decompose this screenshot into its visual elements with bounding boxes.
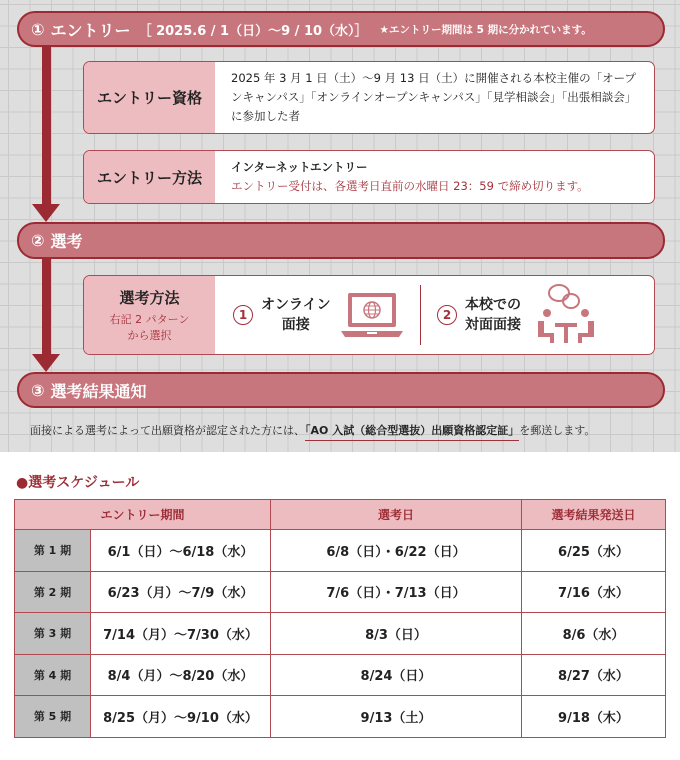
result-date-cell: 9/18（木） <box>522 696 666 738</box>
flow-line <box>42 256 51 356</box>
result-date-cell: 8/27（水） <box>522 654 666 696</box>
exam-date-cell: 8/24（日） <box>271 654 522 696</box>
laptop-globe-icon <box>341 291 403 339</box>
selection-sub: 右記 2 パターン <box>109 313 190 326</box>
step2-bar <box>17 222 665 259</box>
table-row <box>15 696 666 738</box>
notice-after: を郵送します。 <box>519 424 596 437</box>
option-number: 1 <box>233 305 253 325</box>
period-cell: 第 4 期 <box>15 654 91 696</box>
entry-period-cell: 8/25（月）～9/10（水） <box>91 696 271 738</box>
meeting-icon <box>535 283 597 347</box>
notice-before: 面接による選考によって出願資格が認定された方には、 <box>30 424 305 437</box>
step1-bar <box>17 11 665 47</box>
qualification-box <box>83 61 655 134</box>
certificate-name: 「AO 入試（総合型選抜）出願資格認定証」 <box>305 424 519 441</box>
period-cell: 第 5 期 <box>15 696 91 738</box>
method-text: インターネットエントリー <box>231 160 368 174</box>
step-title: エントリー <box>50 20 131 40</box>
option-text: 本校での <box>465 297 521 313</box>
result-date-cell: 7/16（水） <box>522 571 666 613</box>
result-date-cell: 6/25（水） <box>522 530 666 572</box>
header-result-date: 選考結果発送日 <box>522 500 666 530</box>
entry-period: ［ 2025.6 / 1（日）～9 / 10（水）］ <box>138 23 368 39</box>
table-row <box>15 530 666 572</box>
header-entry-period: エントリー期間 <box>15 500 271 530</box>
selection-sub: から選択 <box>127 329 172 342</box>
schedule-title: ●選考スケジュール <box>16 475 140 491</box>
period-cell: 第 3 期 <box>15 613 91 655</box>
step-number: ③ <box>31 380 45 400</box>
step-title: 選考結果通知 <box>50 381 147 401</box>
table-row <box>15 571 666 613</box>
step3-bar <box>17 372 665 408</box>
entry-note: ★エントリー期間は 5 期に分かれています。 <box>379 23 592 36</box>
entry-period-cell: 6/1（日）～6/18（水） <box>91 530 271 572</box>
selection-label: 選考方法 <box>119 289 180 307</box>
header-exam-date: 選考日 <box>271 500 522 530</box>
period-cell: 第 2 期 <box>15 571 91 613</box>
table-header <box>15 500 666 530</box>
option-number: 2 <box>437 305 457 325</box>
entry-period-cell: 8/4（月）～8/20（水） <box>91 654 271 696</box>
flow-line <box>42 44 51 206</box>
schedule-table <box>14 499 666 738</box>
exam-date-cell: 9/13（土） <box>271 696 522 738</box>
notice-text <box>30 422 595 438</box>
option-text: オンライン <box>261 297 331 313</box>
step-title: 選考 <box>50 232 83 251</box>
period-cell: 第 1 期 <box>15 530 91 572</box>
qualification-text: 2025 年 3 月 1 日（土）～9 月 13 日（土）に開催される本校主催の「オープンキャンパス」「オンラインオープンキャンパス」「見学相談会」「出張相談会」に参加した者 <box>231 71 637 123</box>
table-row <box>15 654 666 696</box>
table-row <box>15 613 666 655</box>
entry-period-cell: 6/23（月）～7/9（水） <box>91 571 271 613</box>
method-deadline: エントリー受付は、各選考日直前の水曜日 23：59 で締め切ります。 <box>231 179 589 193</box>
exam-date-cell: 6/8（日）・6/22（日） <box>271 530 522 572</box>
exam-date-cell: 8/3（日） <box>271 613 522 655</box>
result-date-cell: 8/6（水） <box>522 613 666 655</box>
selection-box <box>83 275 655 355</box>
arrow-down-icon <box>32 354 60 372</box>
method-label: エントリー方法 <box>84 151 215 203</box>
step-number: ② <box>31 231 45 250</box>
option-text: 面接 <box>281 317 310 333</box>
arrow-down-icon <box>32 204 60 222</box>
option-in-person <box>421 283 654 347</box>
option-text: 対面面接 <box>465 317 521 333</box>
entry-period-cell: 7/14（月）～7/30（水） <box>91 613 271 655</box>
step-number: ① <box>31 19 45 39</box>
option-online <box>215 291 420 339</box>
method-box <box>83 150 655 204</box>
qualification-label: エントリー資格 <box>84 62 215 133</box>
exam-date-cell: 7/6（日）・7/13（日） <box>271 571 522 613</box>
